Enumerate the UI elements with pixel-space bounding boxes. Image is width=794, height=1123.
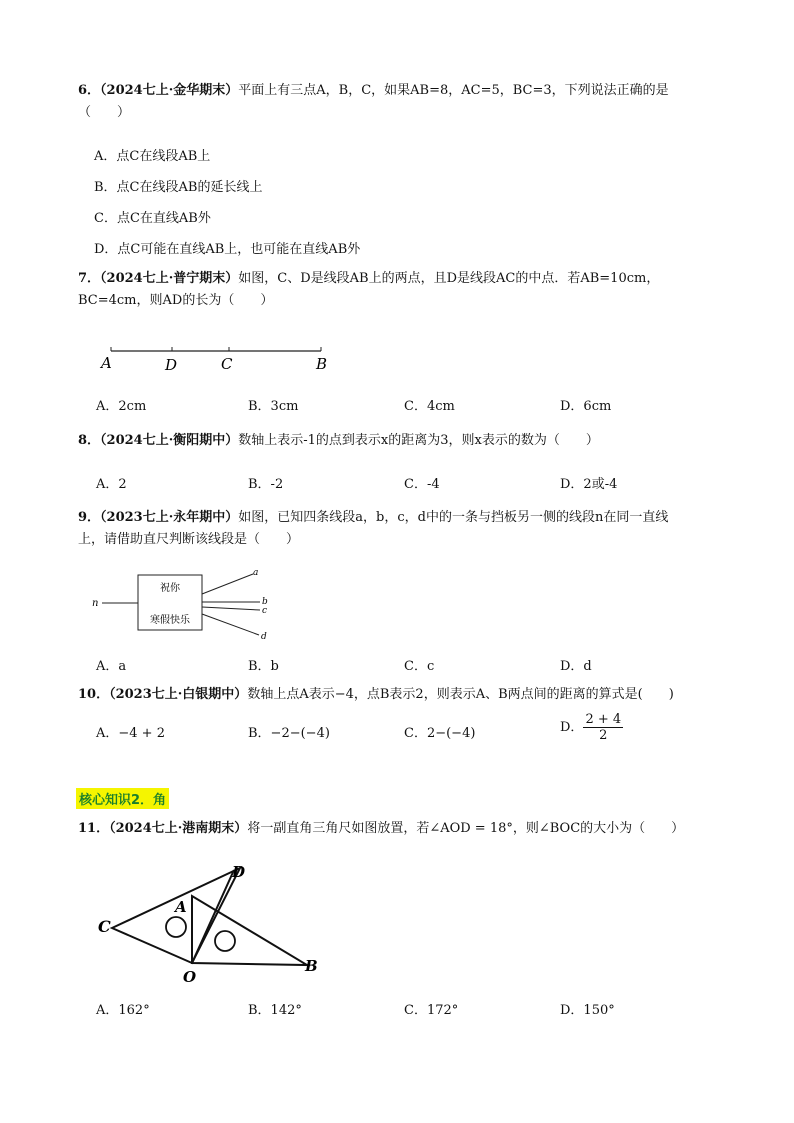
q11-option-c[interactable]: C．172° [404, 1003, 459, 1018]
question-10 [78, 684, 728, 706]
label-a: a [253, 568, 259, 578]
label-c: c [262, 606, 268, 616]
q6-option-b[interactable]: B．点C在线段AB的延长线上 [94, 180, 263, 195]
q10-option-c[interactable]: C．2−(−4) [404, 726, 476, 741]
ruler-hole-right [215, 931, 235, 951]
q7-options [0, 395, 794, 415]
q9-option-b[interactable]: B．b [248, 659, 279, 674]
question-text-cont: 上，请借助直尺判断该线段是（ ） [78, 532, 300, 547]
q8-options [0, 473, 794, 493]
q8-option-c[interactable]: C．-4 [404, 477, 440, 492]
q10-option-a[interactable]: A．−4 + 2 [96, 726, 165, 741]
label-a: A [101, 354, 112, 372]
question-number: 11． [78, 821, 110, 836]
label-b: B [305, 957, 318, 975]
q11-option-d[interactable]: D．150° [560, 1003, 615, 1018]
q6-option-c[interactable]: C．点C在直线AB外 [94, 211, 211, 226]
fraction [583, 712, 623, 743]
label-b: B [316, 355, 328, 373]
q11-option-b[interactable]: B．142° [248, 1003, 302, 1018]
q9-option-c[interactable]: C．c [404, 659, 435, 674]
option-prefix: D． [560, 720, 584, 735]
question-text: 数轴上表示-1的点到表示x的距离为3，则x表示的数为（ ） [238, 433, 599, 448]
question-text: 如图，C、D是线段AB上的两点，且D是线段AC的中点．若AB=10cm， [238, 271, 660, 286]
question-text: 数轴上点A表示−4，点B表示2，则表示A、B两点间的距离的算式是( ) [247, 687, 674, 702]
numerator: 2 + 4 [585, 712, 622, 727]
board-text-top: 祝你 [160, 583, 180, 594]
question-source: （2023七上·白银期中） [109, 687, 248, 702]
q7-option-c[interactable]: C．4cm [404, 399, 455, 414]
label-d: d [261, 632, 267, 642]
label-c: C [98, 917, 111, 936]
q7-option-a[interactable]: A．2cm [96, 399, 147, 414]
question-source: （2024七上·金华期末） [100, 83, 239, 98]
q8-option-b[interactable]: B．-2 [248, 477, 284, 492]
line-c [202, 607, 260, 610]
section-heading: 核心知识2．角 [76, 788, 169, 809]
question-11 [78, 818, 728, 840]
question-number: 9． [78, 510, 101, 525]
q11-options [0, 999, 794, 1019]
q10-option-b[interactable]: B．−2−(−4) [248, 726, 330, 741]
q6-option-a[interactable]: A．点C在线段AB上 [94, 149, 211, 164]
label-d: D [165, 356, 178, 374]
question-6 [78, 80, 728, 124]
q11-option-a[interactable]: A．162° [96, 1003, 150, 1018]
q6-option-d[interactable]: D．点C可能在直线AB上，也可能在直线AB外 [94, 242, 361, 257]
question-9 [78, 507, 728, 551]
q9-option-a[interactable]: A．a [96, 659, 127, 674]
q9-option-d[interactable]: D．d [560, 659, 592, 674]
q7-option-d[interactable]: D．6cm [560, 399, 612, 414]
question-number: 7． [78, 271, 101, 286]
q9-options [0, 655, 794, 675]
question-text: 平面上有三点A，B，C，如果AB=8，AC=5，BC=3，下列说法正确的是 [238, 83, 669, 98]
question-source: （2023七上·永年期中） [100, 510, 239, 525]
question-7 [78, 268, 728, 312]
question-source: （2024七上·衡阳期中） [100, 433, 239, 448]
q8-option-a[interactable]: A．2 [96, 477, 127, 492]
line-a [202, 574, 253, 594]
question-number: 8． [78, 433, 101, 448]
label-a: A [175, 898, 187, 916]
ruler-hole-left [166, 917, 186, 937]
question-text: 将一副直角三角尺如图放置，若∠AOD = 18°，则∠BOC的大小为（ ） [247, 821, 685, 836]
q10-options [0, 712, 794, 743]
question-text: 如图，已知四条线段a，b，c，d中的一条与挡板另一侧的线段n在同一直线 [238, 510, 669, 525]
question-number: 10． [78, 687, 110, 702]
label-o: O [183, 968, 197, 986]
question-source: （2024七上·港南期末） [109, 821, 248, 836]
baffle-diagram [88, 564, 278, 646]
question-text-cont: BC=4cm，则AD的长为（ ） [78, 293, 274, 308]
q8-option-d[interactable]: D．2或-4 [560, 477, 618, 492]
line-d [202, 614, 259, 635]
segment-diagram [95, 340, 345, 376]
question-8 [78, 430, 728, 452]
label-b: b [262, 597, 268, 607]
label-n: n [92, 598, 99, 609]
label-c: C [221, 355, 233, 373]
board-text-bottom: 寒假快乐 [150, 615, 190, 626]
answer-paren: （ ） [78, 105, 131, 120]
denominator: 2 [599, 728, 608, 743]
question-source: （2024七上·普宁期末） [100, 271, 239, 286]
label-d: D [232, 863, 246, 881]
q7-option-b[interactable]: B．3cm [248, 399, 299, 414]
q10-option-d[interactable] [560, 712, 623, 743]
question-number: 6． [78, 83, 101, 98]
triangle-rulers-diagram [92, 858, 332, 988]
